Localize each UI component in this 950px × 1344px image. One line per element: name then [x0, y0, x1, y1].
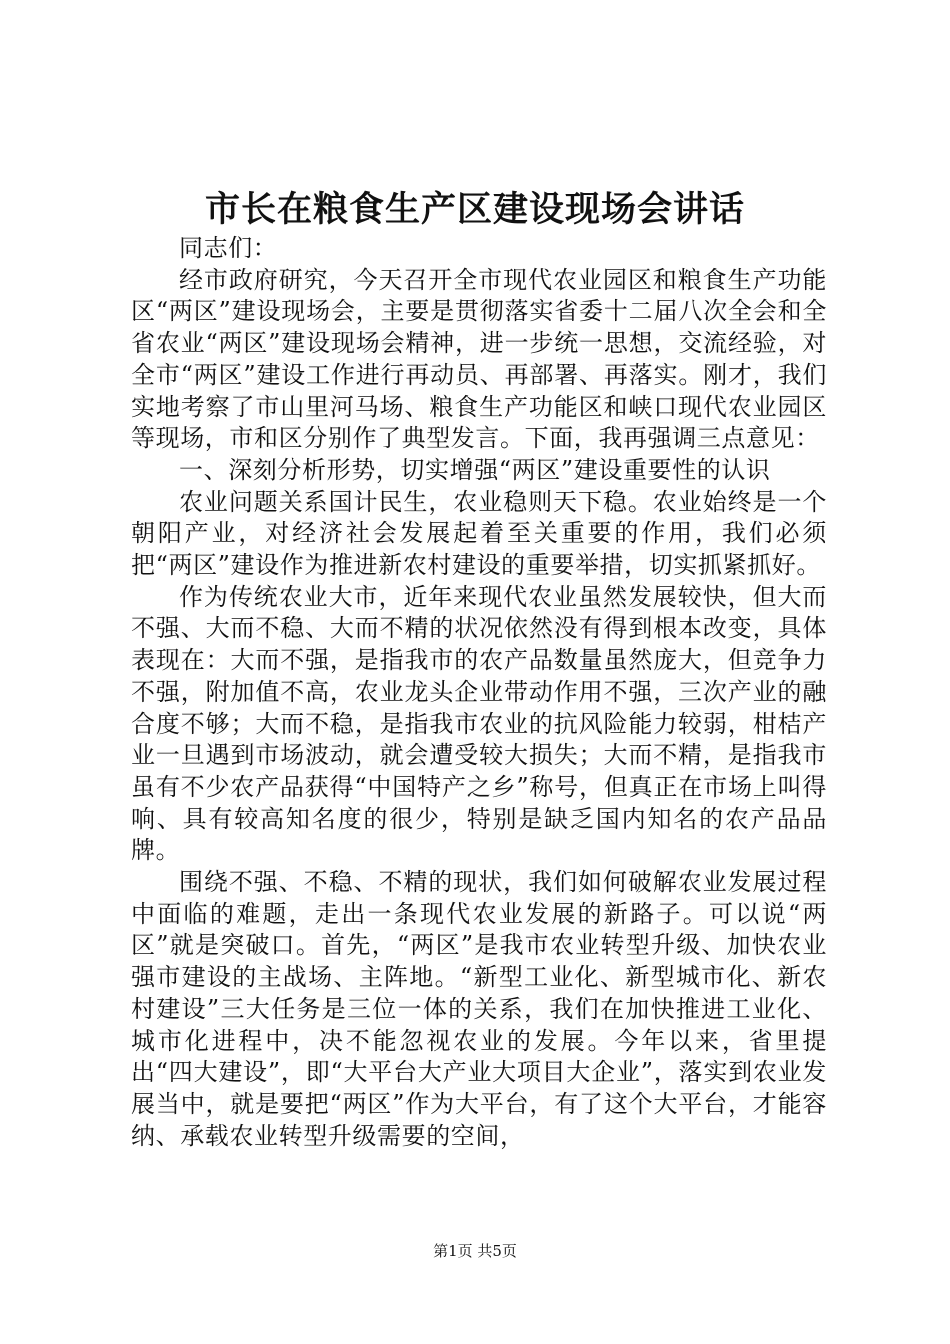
paragraph: 围绕不强、不稳、不精的现状，我们如何破解农业发展过程中面临的难题，走出一条现代农业发展的新路子。可以说“两区”就是突破口。首先，“两区”是我市农业转型升级、加快农业强市建设的主战场、主阵地。“新型工业化、新型城市化、新农村建设”三大任务是三位一体的关系，我们在加快推进工业化、城市化进程中，决不能忽视农业的发展。今年以来，省里提出“四大建设”，即“大平台大产业大项目大企业”，落实到农业发展当中，就是要把“两区”作为大平台，有了这个大平台，才能容纳、承载农业转型升级需要的空间，	[131, 868, 827, 1150]
salutation: 同志们：	[179, 234, 278, 262]
document-title: 市长在粮食生产区建设现场会讲话	[204, 189, 745, 230]
paragraph-intro: 经市政府研究，今天召开全市现代农业园区和粮食生产功能区“两区”建设现场会，主要是贯彻落实省委十二届八次全会和全省农业“两区”建设现场会精神，进一步统一思想，交流经验，对全市“两区”建设工作进行再动员、再部署、再落实。刚才，我们实地考察了市山里河马场、粮食生产功能区和峡口现代农业园区等现场，市和区分别作了典型发言。下面，我再强调三点意见：	[131, 265, 827, 453]
page-footer: 第1页 共5页	[433, 1242, 517, 1260]
section-heading-1: 一、深刻分析形势，切实增强“两区”建设重要性的认识	[179, 455, 771, 484]
document-body	[131, 233, 827, 1152]
paragraph: 农业问题关系国计民生，农业稳则天下稳。农业始终是一个朝阳产业，对经济社会发展起着至关重要的作用，我们必须把“两区”建设作为推进新农村建设的重要举措，切实抓紧抓好。	[131, 487, 827, 580]
paragraph: 作为传统农业大市，近年来现代农业虽然发展较快，但大而不强、大而不稳、大而不精的状况依然没有得到根本改变，具体表现在：大而不强，是指我市的农产品数量虽然庞大，但竞争力不强，附加值不高，农业龙头企业带动作用不强，三次产业的融合度不够；大而不稳，是指我市农业的抗风险能力较弱，柑桔产业一旦遇到市场波动，就会遭受较大损失；大而不精，是指我市虽有不少农产品获得“中国特产之乡”称号，但真正在市场上叫得响、具有较高知名度的很少，特别是缺乏国内知名的农产品品牌。	[131, 582, 827, 865]
